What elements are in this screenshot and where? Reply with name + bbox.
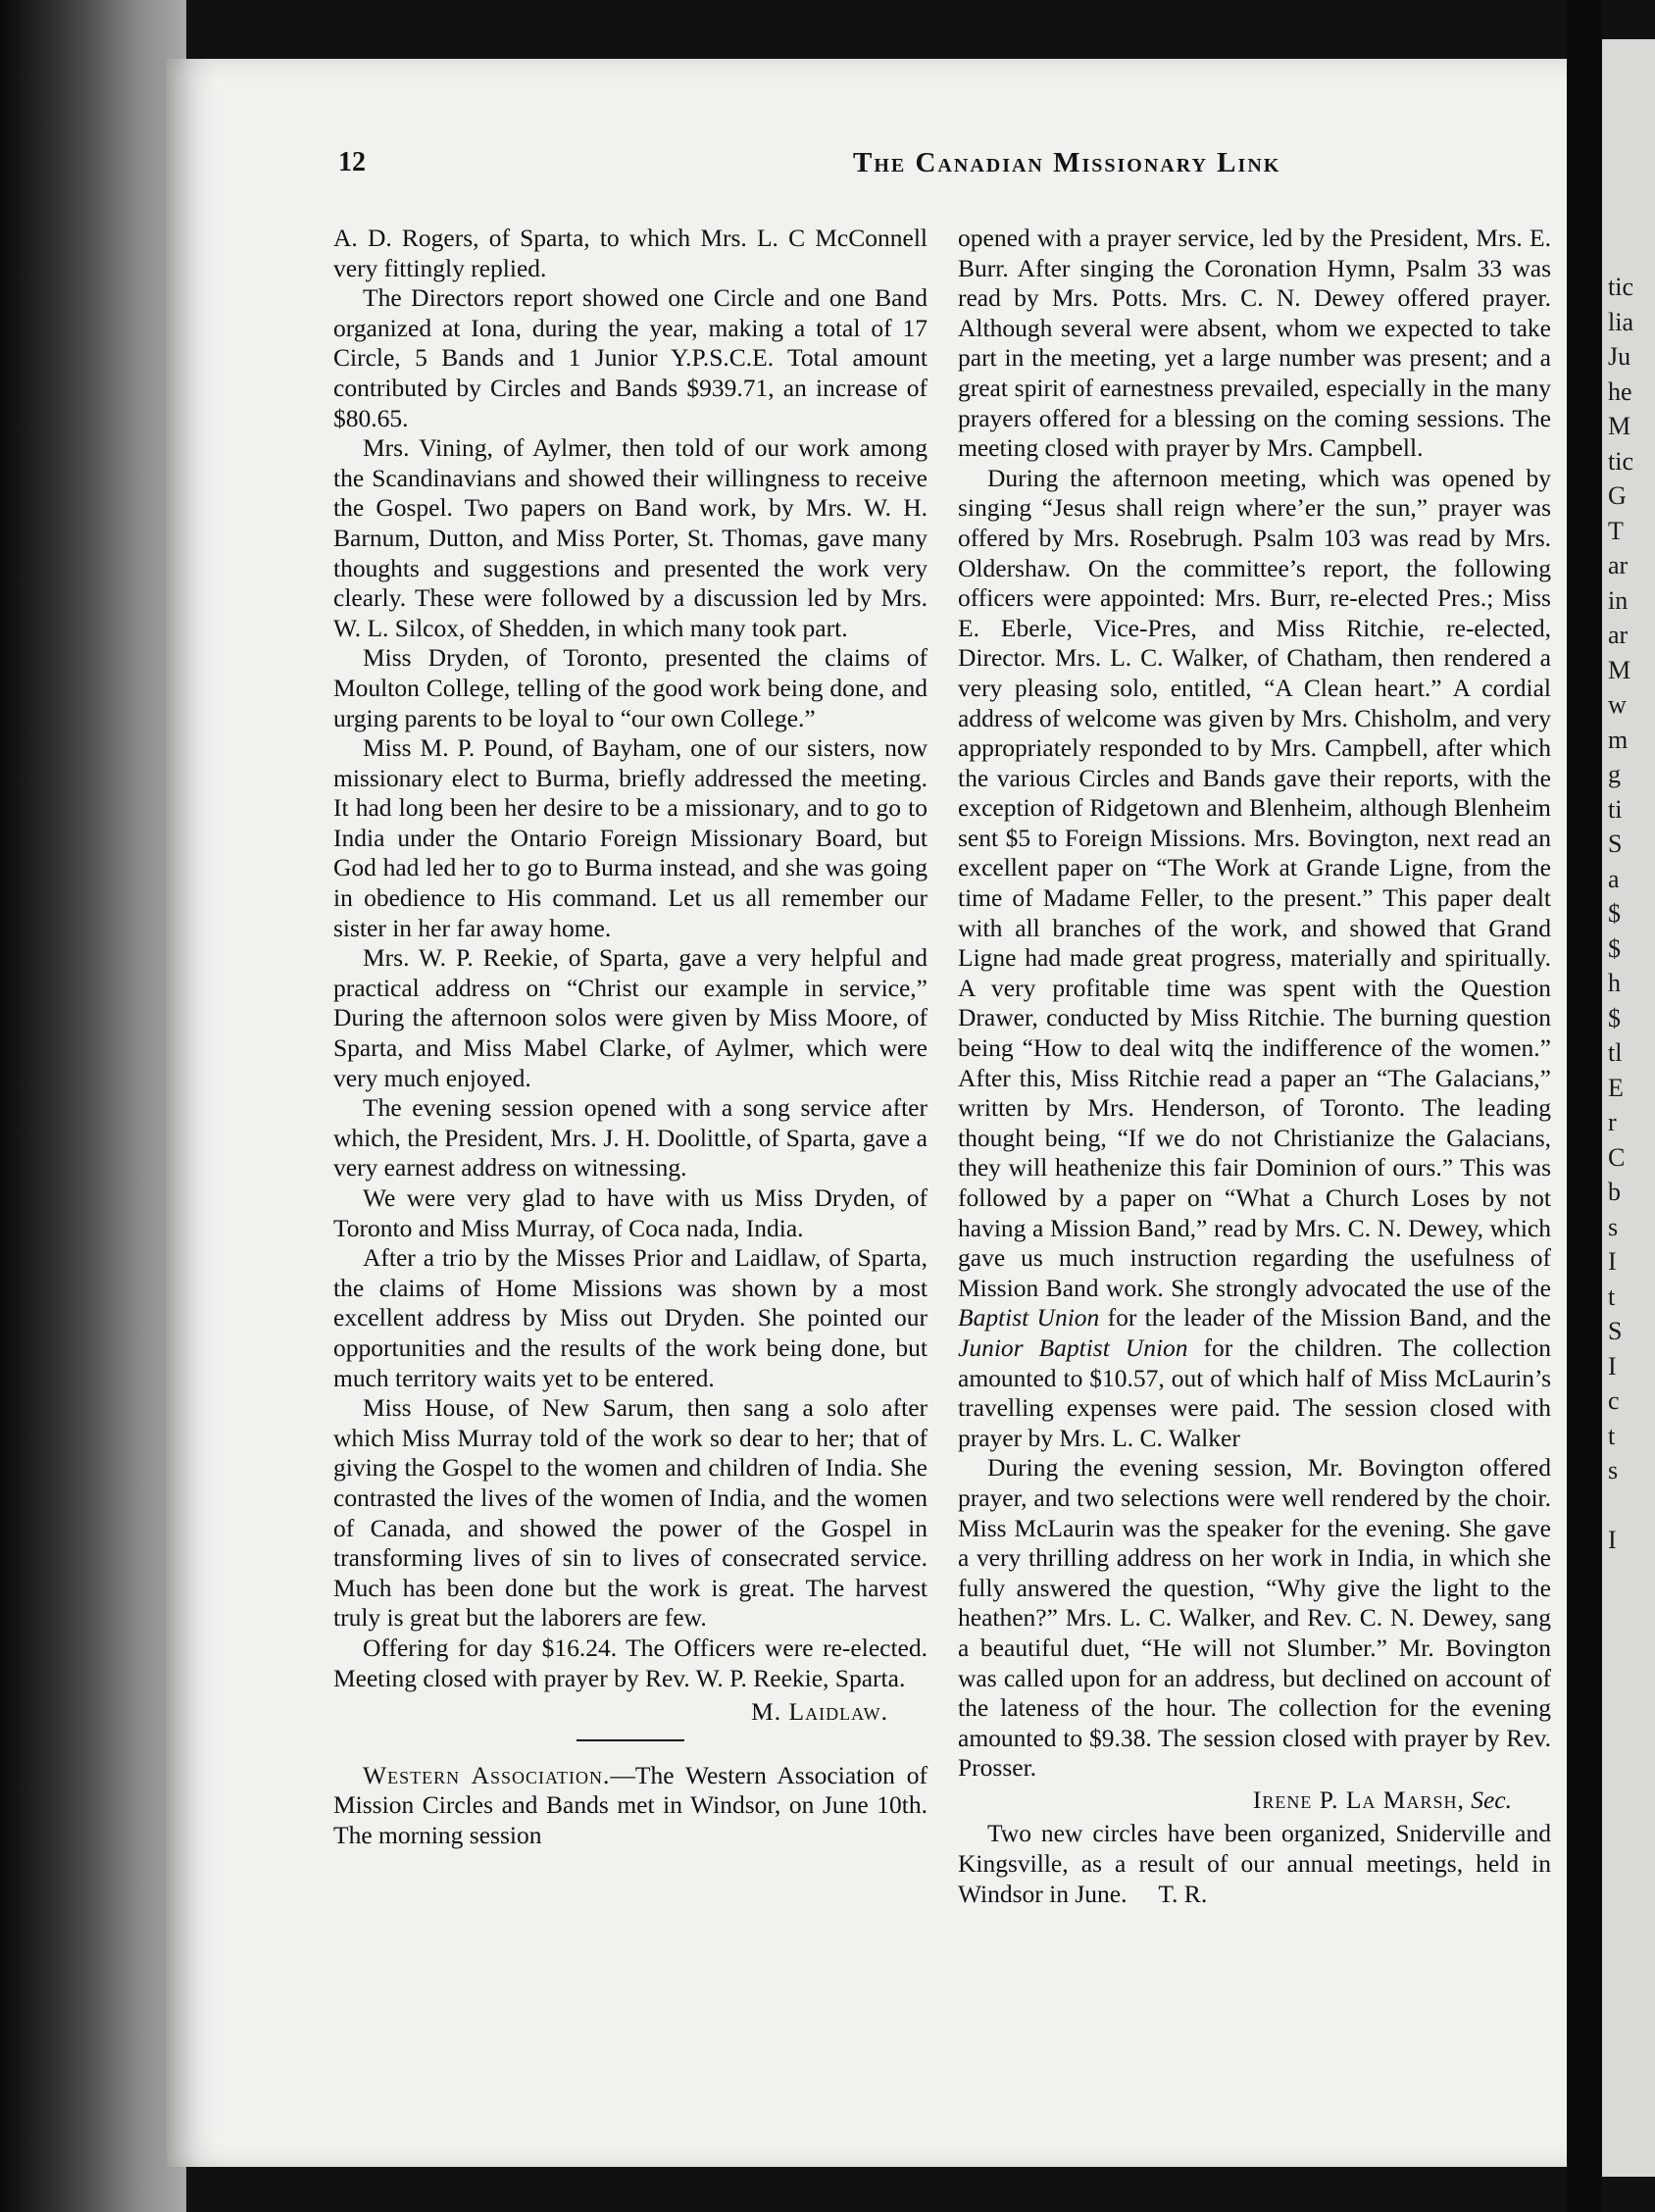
paragraph-text: Two new circles have been organized, Sniderville and Kingsville, as a result of our annual meetings, held in Windsor in June.	[958, 1819, 1551, 1908]
book-gutter	[1567, 0, 1602, 2212]
facing-page-line: w	[1608, 690, 1627, 719]
facing-page-line: ar	[1608, 621, 1629, 649]
facing-page-line: ti	[1608, 794, 1623, 824]
paragraph: We were very glad to have with us Miss Dryden, of Toronto and Miss Murray, of Coca nada, India.	[333, 1183, 928, 1242]
facing-page-line: $	[1608, 899, 1621, 928]
facing-page-line	[1608, 1488, 1655, 1524]
facing-page-line: tic	[1608, 446, 1633, 476]
paragraph-text: for the children. The collection amounted to $10.57, out of which half of Miss McLaurin’s travelling expenses were paid. The session closed with prayer by Mrs. L. C. Walker	[958, 1332, 1551, 1452]
left-column	[333, 224, 928, 1850]
paragraph: After a trio by the Misses Prior and Laidlaw, of Sparta, the claims of Home Missions was shown by a most excellent address by Miss out Dryden. She pointed our opportunities and the results of the work being done, but much territory waits yet to be entered.	[333, 1243, 928, 1392]
facing-page-line: lia	[1608, 307, 1633, 336]
initials: T. R.	[1158, 1879, 1208, 1908]
paragraph: Mrs. W. P. Reekie, of Sparta, gave a very helpful and practical address on “Christ our example in service,” During the afternoon solos were given by Miss Moore, of Sparta, and Miss Mabel Clarke, of Aylmer, which were very much enjoyed.	[333, 943, 928, 1092]
section-heading: Western Association.	[363, 1760, 611, 1789]
facing-page-line: ar	[1608, 551, 1629, 579]
paragraph-text: During the afternoon meeting, which was opened by singing “Jesus shall reign where’er the sun,” prayer was offered by Mrs. Rosebrugh. Psalm 103 was read by Mrs. Oldershaw. On the committee’s report, the following officers were appointed: Mrs. Burr, re-elected Pres.; Miss E. Eberle, Vice-Pres, and Miss Ritchie, re-elected, Director. Mrs. L. C. Walker, of Chatham, then rendered a very pleasing solo, entitled, “A Clean heart.” A cordial address of welcome was given by Mrs. Chisholm, and very appropriately responded to by Mrs. Campbell, after which the various Circles and Bands gave their reports, with the exception of Ridgetown and Blenheim, although Blenheim sent $5 to Foreign Missions. Mrs. Bovington, next read an excellent paper on “The Work at Grande Ligne, from the time of Madame Feller, to the present.” This paper dealt with all branches of the work, and showed that Grand Ligne had made great progress, materially and spiritually. A very profitable time was spent with the Question Drawer, conducted by Miss Ritchie. The burning question being “How to deal witq the indifference of the women.” After this, Miss Ritchie read a paper an “The Galacians,” written by Mrs. Henderson, of Toronto. The leading thought being, “If we do not Christianize the Galacians, they will heathenize this fair Dominion of ours.” This was followed by a paper on “What a Church Loses by not having a Mission Band,” read by Mrs. C. N. Dewey, which gave us much instruction regarding the usefulness of Mission Band work. She strongly advocated the use of the	[958, 463, 1551, 1302]
facing-page-line: r	[1608, 1108, 1617, 1136]
facing-page-line: g	[1608, 760, 1621, 788]
paragraph: Offering for day $16.24. The Officers were re-elected. Meeting closed with prayer by Rev. W. P. Reekie, Sparta.	[333, 1633, 928, 1692]
paragraph: A. D. Rogers, of Sparta, to which Mrs. L. C McConnell very fittingly replied.	[333, 224, 928, 282]
italic-title: Baptist Union	[958, 1303, 1100, 1332]
facing-page-line: C	[1608, 1142, 1626, 1172]
facing-page-line: s	[1608, 1456, 1619, 1484]
facing-page-line: S	[1608, 830, 1623, 858]
paragraph-text: for the leader of the Mission Band, and the	[1107, 1303, 1551, 1332]
facing-page-line: a	[1608, 864, 1620, 893]
facing-page-line: b	[1608, 1178, 1621, 1206]
paragraph	[958, 464, 1551, 1454]
facing-page-line: s	[1608, 1212, 1619, 1241]
italic-title: Junior Baptist Union	[958, 1332, 1188, 1362]
facing-page-fragment	[1602, 39, 1655, 2177]
signature-title: Sec.	[1471, 1785, 1512, 1814]
section-divider	[577, 1739, 684, 1741]
facing-page-line: he	[1608, 377, 1632, 406]
facing-page-line: t	[1608, 1282, 1616, 1311]
paragraph: Miss Dryden, of Toronto, presented the claims of Moulton College, telling of the good work being done, and urging parents to be loyal to “our own College.”	[333, 643, 928, 732]
facing-page-line: $	[1608, 1003, 1621, 1032]
signature-name: Irene P. La Marsh,	[1252, 1785, 1465, 1814]
facing-page-line: E	[1608, 1073, 1624, 1102]
paragraph: The evening session opened with a song service after which, the President, Mrs. J. H. Doolittle, of Sparta, gave a very earnest address on witnessing.	[333, 1093, 928, 1182]
facing-page-line: T	[1608, 516, 1624, 545]
article-signature	[958, 1785, 1512, 1816]
paragraph: Miss House, of New Sarum, then sang a solo after which Miss Murray told of the work so dear to her; that of giving the Gospel to the women and children of India. She contrasted the lives of the women of India, and the women of Canada, and showed the power of the Gospel in transforming lives of sin to lives of consecrated service. Much has been done but the work is great. The harvest truly is great but the laborers are few.	[333, 1393, 928, 1633]
paragraph	[333, 1761, 928, 1851]
article-signature: M. Laidlaw.	[751, 1697, 888, 1727]
facing-page-line: $	[1608, 933, 1621, 963]
paragraph	[958, 1819, 1551, 1909]
facing-page-line: S	[1608, 1317, 1623, 1345]
facing-page-text	[1602, 270, 1655, 1558]
running-head: The Canadian Missionary Link	[853, 147, 1281, 178]
facing-page-line: G	[1608, 481, 1627, 510]
facing-page-line: m	[1608, 725, 1629, 754]
paragraph: Miss M. P. Pound, of Bayham, one of our sisters, now missionary elect to Burma, briefly addressed the meeting. It had long been her desire to be a missionary, and to go to India under the Ontario Foreign Missionary Board, but God had led her to go to Burma instead, and she was going in obedience to His command. Let us all remember our sister in her far away home.	[333, 733, 928, 942]
paragraph: During the evening session, Mr. Bovington offered prayer, and two selections were well rendered by the choir. Miss McLaurin was the speaker for the evening. She gave a very thrilling address on her work in India, in which she fully answered the question, “Why give the light to the heathen?” Mrs. L. C. Walker, and Rev. C. N. Dewey, sang a beautiful duet, “He will not Slumber.” Mr. Bovington was called upon for an address, but declined on account of the lateness of the hour. The collection for the evening amounted to $9.38. The session closed with prayer by Rev. Prosser.	[958, 1453, 1551, 1783]
facing-page-line: t	[1608, 1421, 1616, 1450]
facing-page-line: h	[1608, 969, 1621, 997]
paragraph: opened with a prayer service, led by the President, Mrs. E. Burr. After singing the Coronation Hymn, Psalm 33 was read by Mrs. Potts. Mrs. C. N. Dewey offered prayer. Although several were absent, whom we expected to take part in the meeting, yet a large number was present; and a great spirit of earnestness prevailed, especially in the many prayers offered for a blessing on the coming sessions. The meeting closed with prayer by Mrs. Campbell.	[958, 224, 1551, 463]
paragraph: Mrs. Vining, of Aylmer, then told of our work among the Scandinavians and showed their willingness to receive the Gospel. Two papers on Band work, by Mrs. W. H. Barnum, Dutton, and Miss Porter, St. Thomas, gave many thoughts and suggestions and presented the work very clearly. These were followed by a discussion led by Mrs. W. L. Silcox, of Shedden, in which many took part.	[333, 433, 928, 642]
facing-page-line: in	[1608, 585, 1629, 615]
page-header	[167, 147, 1579, 196]
facing-page-line: M	[1608, 412, 1631, 440]
facing-page-line: Ju	[1608, 342, 1631, 371]
facing-page-line: c	[1608, 1386, 1620, 1415]
paragraph-text: —The Western Association of Mission Circles and Bands met in Windsor, on June 10th. The morning session	[333, 1760, 928, 1849]
facing-page-line: I	[1608, 1526, 1617, 1554]
page-number: 12	[338, 147, 366, 177]
facing-page-line: tic	[1608, 273, 1633, 301]
facing-page-line: I	[1608, 1247, 1617, 1276]
book-spine-edge	[0, 0, 186, 2212]
facing-page-line: I	[1608, 1351, 1617, 1381]
facing-page-line: tl	[1608, 1038, 1623, 1067]
facing-page-line: M	[1608, 655, 1631, 684]
right-column	[958, 224, 1551, 1909]
paragraph: The Directors report showed one Circle and one Band organized at Iona, during the year, making a total of 17 Circle, 5 Bands and 1 Junior Y.P.S.C.E. Total amount contributed by Circles and Bands $939.71, an increase of $80.65.	[333, 283, 928, 432]
